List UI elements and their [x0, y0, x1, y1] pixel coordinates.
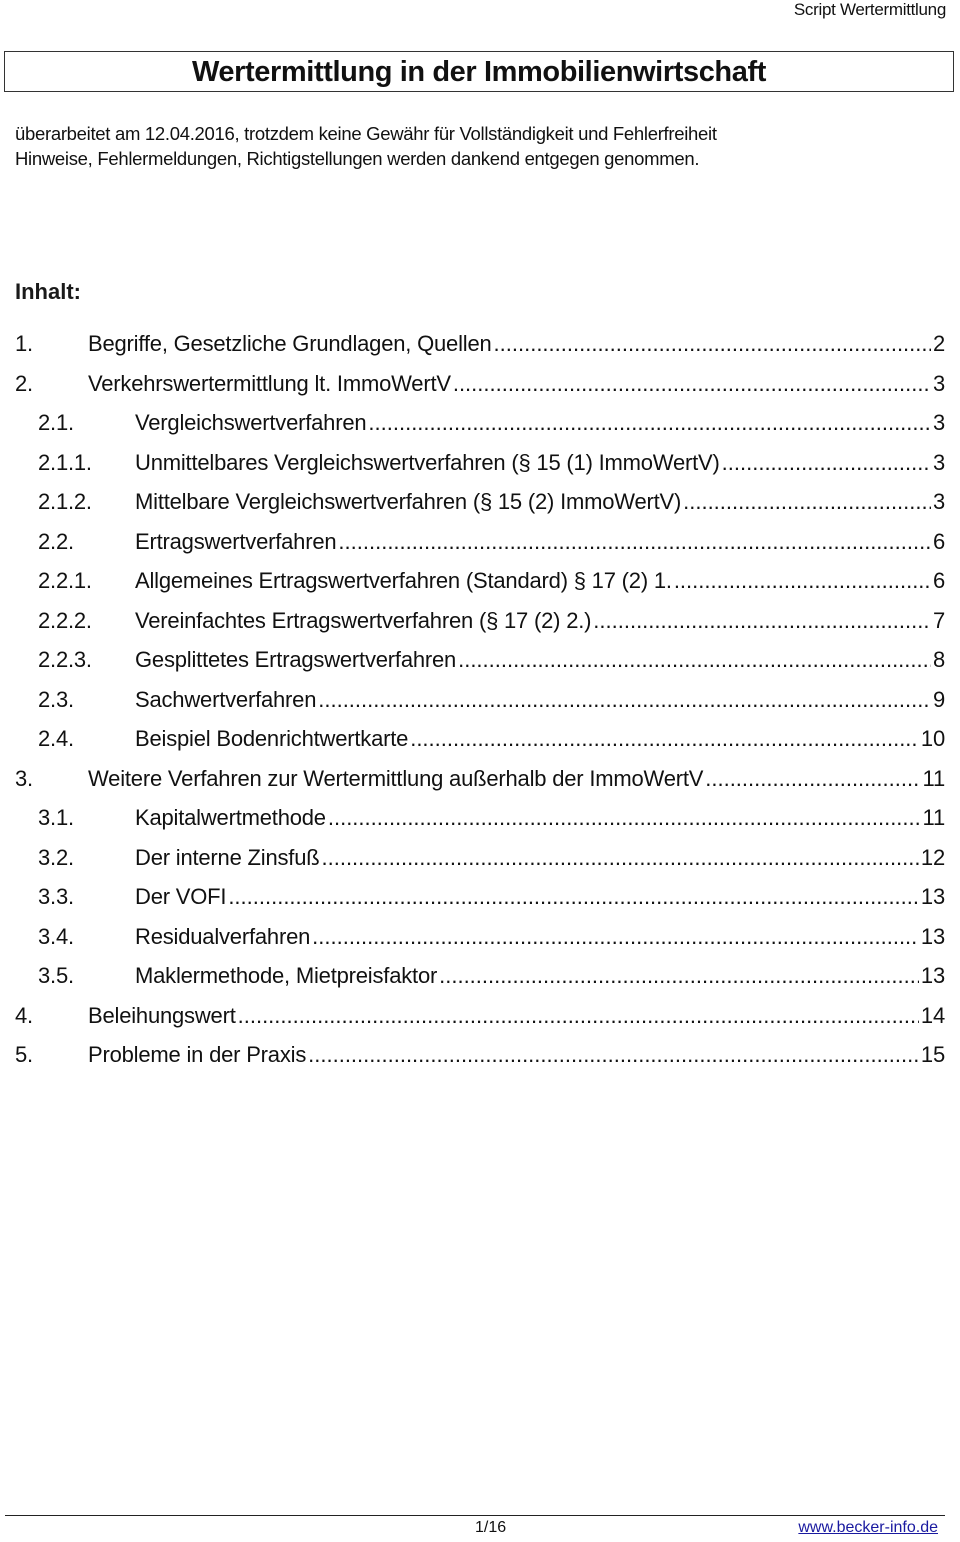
toc-entry-page: 3: [932, 489, 945, 514]
toc-entry-page: 13: [920, 884, 945, 909]
toc-entry[interactable]: [15, 845, 945, 885]
toc-entry-title: Ertragswertverfahren: [135, 528, 337, 554]
toc-entry[interactable]: [15, 529, 945, 569]
page-number: 1/16: [475, 1519, 507, 1536]
toc-entry-number: 2.: [15, 370, 33, 396]
toc-entry-page: 3: [932, 449, 945, 475]
toc-entry[interactable]: [15, 568, 945, 608]
toc-entry[interactable]: [15, 331, 945, 371]
toc-entry[interactable]: [15, 1042, 945, 1082]
table-of-contents: [15, 331, 945, 1082]
toc-entry-number: 3.4.: [38, 923, 74, 949]
toc-entry[interactable]: [15, 766, 945, 806]
toc-entry-number: 2.2.1.: [38, 568, 92, 593]
toc-entry-title: Vereinfachtes Ertragswertverfahren (§ 17 (2) 2.): [135, 607, 592, 633]
dot-leader: [228, 884, 919, 910]
dot-leader: [494, 331, 931, 357]
dot-leader: [328, 805, 921, 831]
toc-entry-title: Der VOFI: [135, 884, 227, 909]
dot-leader: [722, 450, 931, 476]
dot-leader: [674, 568, 931, 594]
toc-entry-number: 1.: [15, 331, 33, 356]
toc-entry-page: 13: [920, 923, 945, 949]
toc-entry-page: 9: [932, 686, 945, 712]
toc-entry-page: 14: [920, 1002, 945, 1028]
dot-leader: [593, 608, 931, 634]
toc-entry-title: Beleihungswert: [88, 1002, 236, 1028]
toc-heading: Inhalt:: [15, 279, 81, 304]
toc-entry-page: 6: [932, 528, 945, 554]
dot-leader: [238, 1003, 919, 1029]
toc-entry-number: 2.3.: [38, 686, 74, 712]
toc-entry-page: 11: [922, 765, 945, 791]
dot-leader: [410, 726, 919, 752]
toc-entry-page: 12: [920, 844, 945, 870]
toc-entry-title: Kapitalwertmethode: [135, 805, 326, 830]
toc-entry[interactable]: [15, 647, 945, 687]
toc-entry-page: 6: [932, 568, 945, 593]
dot-leader: [318, 687, 931, 713]
toc-entry-number: 2.2.3.: [38, 647, 92, 672]
toc-entry[interactable]: [15, 884, 945, 924]
note-line: Hinweise, Fehlermeldungen, Richtigstellungen werden dankend entgegen genommen.: [15, 148, 700, 169]
toc-entry-number: 2.1.: [38, 410, 74, 435]
toc-entry-number: 5.: [15, 1042, 33, 1067]
toc-entry-title: Unmittelbares Vergleichswertverfahren (§ 15 (1) ImmoWertV): [135, 449, 720, 475]
toc-entry-page: 7: [932, 607, 945, 633]
toc-entry-page: 10: [920, 726, 945, 751]
toc-entry-number: 3.: [15, 765, 33, 791]
toc-entry-number: 2.1.2.: [38, 489, 92, 514]
toc-entry-page: 3: [932, 370, 945, 396]
dot-leader: [458, 647, 931, 673]
toc-entry[interactable]: [15, 963, 945, 1003]
toc-entry[interactable]: [15, 450, 945, 490]
toc-entry-number: 2.2.: [38, 528, 74, 554]
toc-entry-title: Mittelbare Vergleichswertverfahren (§ 15 (2) ImmoWertV): [135, 489, 682, 514]
toc-entry-title: Allgemeines Ertragswertverfahren (Standard) § 17 (2) 1.: [135, 568, 672, 593]
toc-entry-number: 2.4.: [38, 726, 74, 751]
toc-entry[interactable]: [15, 608, 945, 648]
running-header: Script Wertermittlung: [793, 0, 946, 19]
dot-leader: [322, 845, 919, 871]
dot-leader: [705, 766, 920, 792]
toc-entry-title: Probleme in der Praxis: [88, 1042, 307, 1067]
toc-entry-number: 4.: [15, 1002, 33, 1028]
toc-entry[interactable]: [15, 924, 945, 964]
toc-entry-title: Weitere Verfahren zur Wertermittlung außerhalb der ImmoWertV: [88, 765, 704, 791]
toc-entry-title: Beispiel Bodenrichtwertkarte: [135, 726, 409, 751]
document-title: Wertermittlung in der Immobilienwirtschaft: [191, 56, 766, 88]
toc-entry-page: 11: [922, 805, 945, 830]
dot-leader: [368, 410, 931, 436]
website-link[interactable]: www.becker-info.de: [798, 1519, 938, 1536]
toc-entry[interactable]: [15, 805, 945, 845]
toc-entry-title: Vergleichswertverfahren: [135, 410, 367, 435]
dot-leader: [683, 489, 931, 515]
revision-note: [15, 121, 717, 171]
title-box: [4, 51, 954, 92]
toc-entry[interactable]: [15, 687, 945, 727]
toc-entry-title: Maklermethode, Mietpreisfaktor: [135, 963, 438, 988]
toc-entry-title: Gesplittetes Ertragswertverfahren: [135, 647, 457, 672]
toc-entry[interactable]: [15, 371, 945, 411]
toc-entry-title: Begriffe, Gesetzliche Grundlagen, Quellen: [88, 331, 492, 356]
dot-leader: [439, 963, 919, 989]
toc-entry-page: 3: [932, 410, 945, 435]
toc-entry-number: 2.1.1.: [38, 449, 92, 475]
toc-entry-page: 8: [932, 647, 945, 672]
dot-leader: [453, 371, 931, 397]
toc-entry-title: Sachwertverfahren: [135, 686, 317, 712]
toc-entry-title: Residualverfahren: [135, 923, 311, 949]
footer-divider: [5, 1515, 945, 1516]
toc-entry-number: 3.3.: [38, 884, 74, 909]
toc-entry-page: 13: [920, 963, 945, 988]
toc-entry-number: 3.2.: [38, 844, 74, 870]
toc-entry[interactable]: [15, 726, 945, 766]
toc-entry-number: 2.2.2.: [38, 607, 92, 633]
toc-entry[interactable]: [15, 410, 945, 450]
dot-leader: [338, 529, 931, 555]
toc-entry-page: 15: [920, 1042, 945, 1067]
dot-leader: [312, 924, 919, 950]
toc-entry-number: 3.1.: [38, 805, 74, 830]
toc-entry[interactable]: [15, 489, 945, 529]
toc-entry-title: Verkehrswertermittlung lt. ImmoWertV: [88, 370, 451, 396]
toc-entry-page: 2: [932, 331, 945, 356]
note-line: überarbeitet am 12.04.2016, trotzdem keine Gewähr für Vollständigkeit und Fehlerfreiheit: [15, 123, 717, 144]
dot-leader: [308, 1042, 919, 1068]
toc-entry-title: Der interne Zinsfuß: [135, 844, 320, 870]
toc-entry-number: 3.5.: [38, 963, 74, 988]
toc-entry[interactable]: [15, 1003, 945, 1043]
